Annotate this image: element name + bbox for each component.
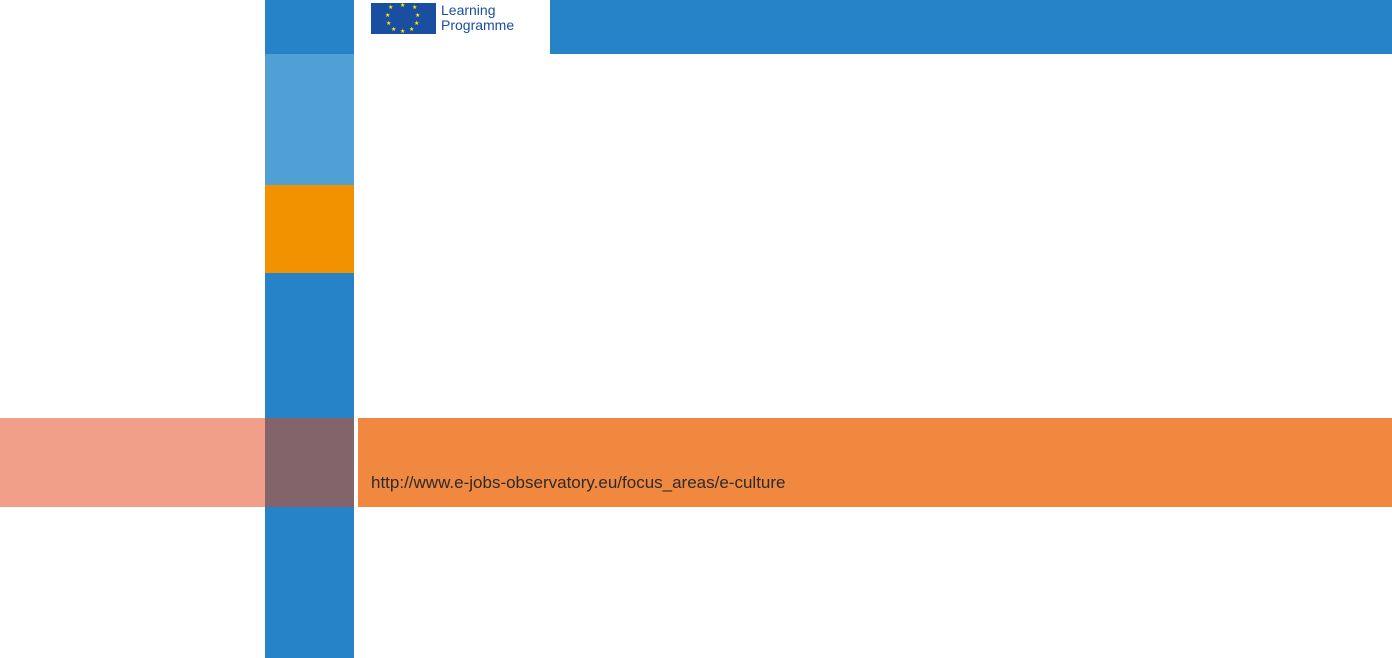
svg-text:★: ★ bbox=[385, 12, 391, 19]
svg-text:★: ★ bbox=[400, 28, 406, 34]
column-orange bbox=[265, 185, 354, 273]
lifelong-learning-logo bbox=[371, 0, 514, 34]
svg-text:★: ★ bbox=[391, 26, 397, 33]
svg-text:★: ★ bbox=[409, 26, 415, 33]
band-left-salmon bbox=[0, 418, 265, 507]
band-right-orange bbox=[358, 418, 1392, 507]
svg-text:★: ★ bbox=[386, 20, 392, 27]
logo-line-programme: Programme bbox=[441, 17, 515, 33]
svg-text:★: ★ bbox=[415, 12, 421, 19]
column-blue-bottom bbox=[265, 507, 354, 658]
eu-flag-icon bbox=[371, 3, 436, 34]
svg-text:★: ★ bbox=[400, 3, 406, 9]
svg-text:★: ★ bbox=[414, 20, 420, 27]
logo-text bbox=[441, 3, 514, 34]
column-light-blue bbox=[265, 54, 354, 185]
svg-text:★: ★ bbox=[388, 4, 394, 11]
svg-text:★: ★ bbox=[412, 4, 418, 11]
column-blue-top bbox=[265, 0, 354, 54]
logo-line-learning: Learning bbox=[441, 2, 496, 18]
source-url: http://www.e-jobs-observatory.eu/focus_areas/e-culture bbox=[371, 473, 786, 492]
column-mauve bbox=[265, 418, 354, 507]
column-blue-middle bbox=[265, 273, 354, 418]
header-bar bbox=[550, 0, 1392, 54]
